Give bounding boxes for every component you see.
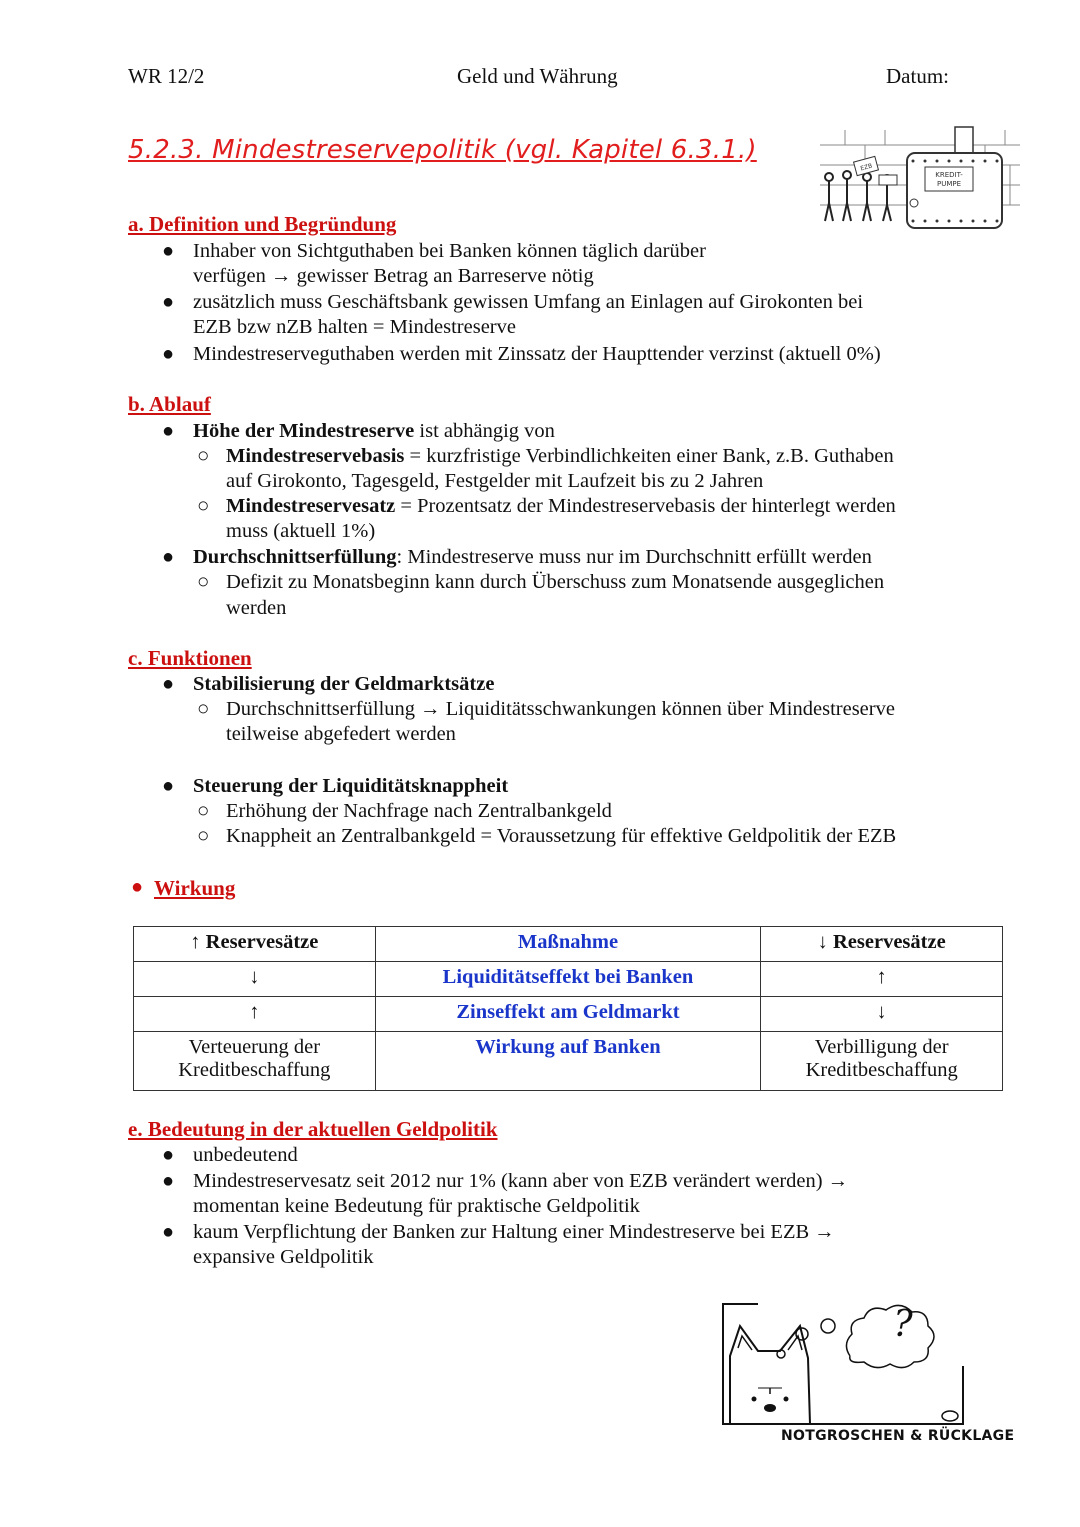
bullet-icon: ● — [162, 240, 175, 262]
circle-bullet-icon: ○ — [197, 698, 210, 720]
svg-text:?: ? — [893, 1304, 913, 1345]
table-row — [134, 1032, 1003, 1091]
page-topic: Geld und Währung — [457, 64, 618, 88]
svg-text:PUMPE: PUMPE — [936, 180, 962, 188]
table-cell: Liquiditätseffekt bei Banken — [375, 962, 761, 997]
table-row — [134, 927, 1003, 962]
cartoon-caption: NOTGROSCHEN & RÜCKLAGE — [781, 1428, 1015, 1444]
table-cell: ↓ — [761, 997, 1003, 1032]
table-cell: Wirkung auf Banken — [375, 1032, 761, 1091]
table-cell: Zinseffekt am Geldmarkt — [375, 997, 761, 1032]
course-label: WR 12/2 — [128, 64, 205, 88]
section-e-bullet-3-line-2: expansive Geldpolitik — [193, 1246, 374, 1268]
table-cell: ↓ — [134, 962, 376, 997]
section-e-heading: e. Bedeutung in der aktuellen Geldpolitik — [128, 1117, 498, 1141]
section-c-bullet-2: Steuerung der Liquiditätsknappheit — [193, 775, 509, 797]
circle-bullet-icon: ○ — [197, 571, 210, 593]
section-c-heading: c. Funktionen — [128, 646, 252, 670]
section-c-sub-1-line-1: Durchschnittserfüllung → Liquiditätsschwankungen können über Mindestreserve — [226, 698, 895, 720]
bullet-icon: ● — [162, 343, 175, 365]
table-cell: ↑ — [134, 997, 376, 1032]
table-cell: ↑ — [761, 962, 1003, 997]
section-e-bullet-2-line-2: momentan keine Bedeutung für praktische Geldpolitik — [193, 1195, 640, 1217]
section-b-sub-3-line-2: werden — [226, 597, 287, 619]
red-bullet-icon: ● — [131, 876, 144, 898]
bullet-icon: ● — [162, 775, 175, 797]
section-b-sub-1-line-2: auf Girokonto, Tagesgeld, Festgelder mit Laufzeit bis zu 2 Jahren — [226, 470, 764, 492]
bullet-icon: ● — [162, 291, 175, 313]
table-cell: ↓ Reservesätze — [761, 927, 1003, 962]
section-e-bullet-2-line-1: Mindestreservesatz seit 2012 nur 1% (kann aber von EZB verändert werden) → — [193, 1170, 849, 1192]
section-b-bullet-1: Höhe der Mindestreserve ist abhängig von — [193, 420, 555, 442]
section-e-bullet-3-line-1: kaum Verpflichtung der Banken zur Haltung einer Mindestreserve bei EZB → — [193, 1221, 835, 1243]
section-b-sub-2-line-1: Mindestreservesatz = Prozentsatz der Mindestreservebasis der hinterlegt werden — [226, 495, 896, 517]
table-row — [134, 997, 1003, 1032]
savings-cartoon — [718, 1296, 968, 1426]
section-a-bullet-1-line-2: verfügen → gewisser Betrag an Barreserve nötig — [193, 265, 594, 287]
table-row — [134, 962, 1003, 997]
table-cell: Verteuerung der Kreditbeschaffung — [134, 1032, 376, 1091]
section-e-bullet-1: unbedeutend — [193, 1144, 298, 1166]
circle-bullet-icon: ○ — [197, 800, 210, 822]
section-c-bullet-1: Stabilisierung der Geldmarktsätze — [193, 673, 495, 695]
svg-text:KREDIT-: KREDIT- — [935, 171, 963, 179]
bullet-icon: ● — [162, 673, 175, 695]
section-b-sub-3-line-1: Defizit zu Monatsbeginn kann durch Überschuss zum Monatsende ausgeglichen — [226, 571, 885, 593]
bullet-icon: ● — [162, 546, 175, 568]
bullet-icon: ● — [162, 1221, 175, 1243]
credit-pump-cartoon — [815, 125, 1025, 250]
section-a-heading: a. Definition und Begründung — [128, 212, 397, 236]
bullet-icon: ● — [162, 1170, 175, 1192]
section-b-sub-1-line-1: Mindestreservebasis = kurzfristige Verbindlichkeiten einer Bank, z.B. Guthaben — [226, 445, 894, 467]
section-b-sub-2-line-2: muss (aktuell 1%) — [226, 520, 376, 542]
section-a-bullet-3: Mindestreserveguthaben werden mit Zinssatz der Haupttender verzinst (aktuell 0%) — [193, 343, 881, 365]
table-cell: Verbilligung der Kreditbeschaffung — [761, 1032, 1003, 1091]
section-b-heading: b. Ablauf — [128, 392, 211, 416]
bullet-icon: ● — [162, 1144, 175, 1166]
section-c-sub-2: Erhöhung der Nachfrage nach Zentralbankgeld — [226, 800, 612, 822]
circle-bullet-icon: ○ — [197, 445, 210, 467]
section-c-sub-3: Knappheit an Zentralbankgeld = Voraussetzung für effektive Geldpolitik der EZB — [226, 825, 897, 847]
section-a-bullet-2-line-2: EZB bzw nZB halten = Mindestreserve — [193, 316, 516, 338]
section-c-sub-1-line-2: teilweise abgefedert werden — [226, 723, 456, 745]
date-label: Datum: — [886, 64, 949, 88]
table-cell: Maßnahme — [375, 927, 761, 962]
svg-text:EZB: EZB — [859, 162, 874, 173]
bullet-icon: ● — [162, 420, 175, 442]
section-a-bullet-1-line-1: Inhaber von Sichtguthaben bei Banken können täglich darüber — [193, 240, 706, 262]
wirkung-table — [133, 926, 1003, 1091]
circle-bullet-icon: ○ — [197, 825, 210, 847]
circle-bullet-icon: ○ — [197, 495, 210, 517]
section-a-bullet-2-line-1: zusätzlich muss Geschäftsbank gewissen Umfang an Einlagen auf Girokonten bei — [193, 291, 864, 313]
page-title: 5.2.3. Mindestreservepolitik (vgl. Kapitel 6.3.1.) — [128, 135, 757, 165]
table-cell: ↑ Reservesätze — [134, 927, 376, 962]
section-b-bullet-2: Durchschnittserfüllung: Mindestreserve muss nur im Durchschnitt erfüllt werden — [193, 546, 872, 568]
wirkung-heading: Wirkung — [154, 876, 236, 900]
